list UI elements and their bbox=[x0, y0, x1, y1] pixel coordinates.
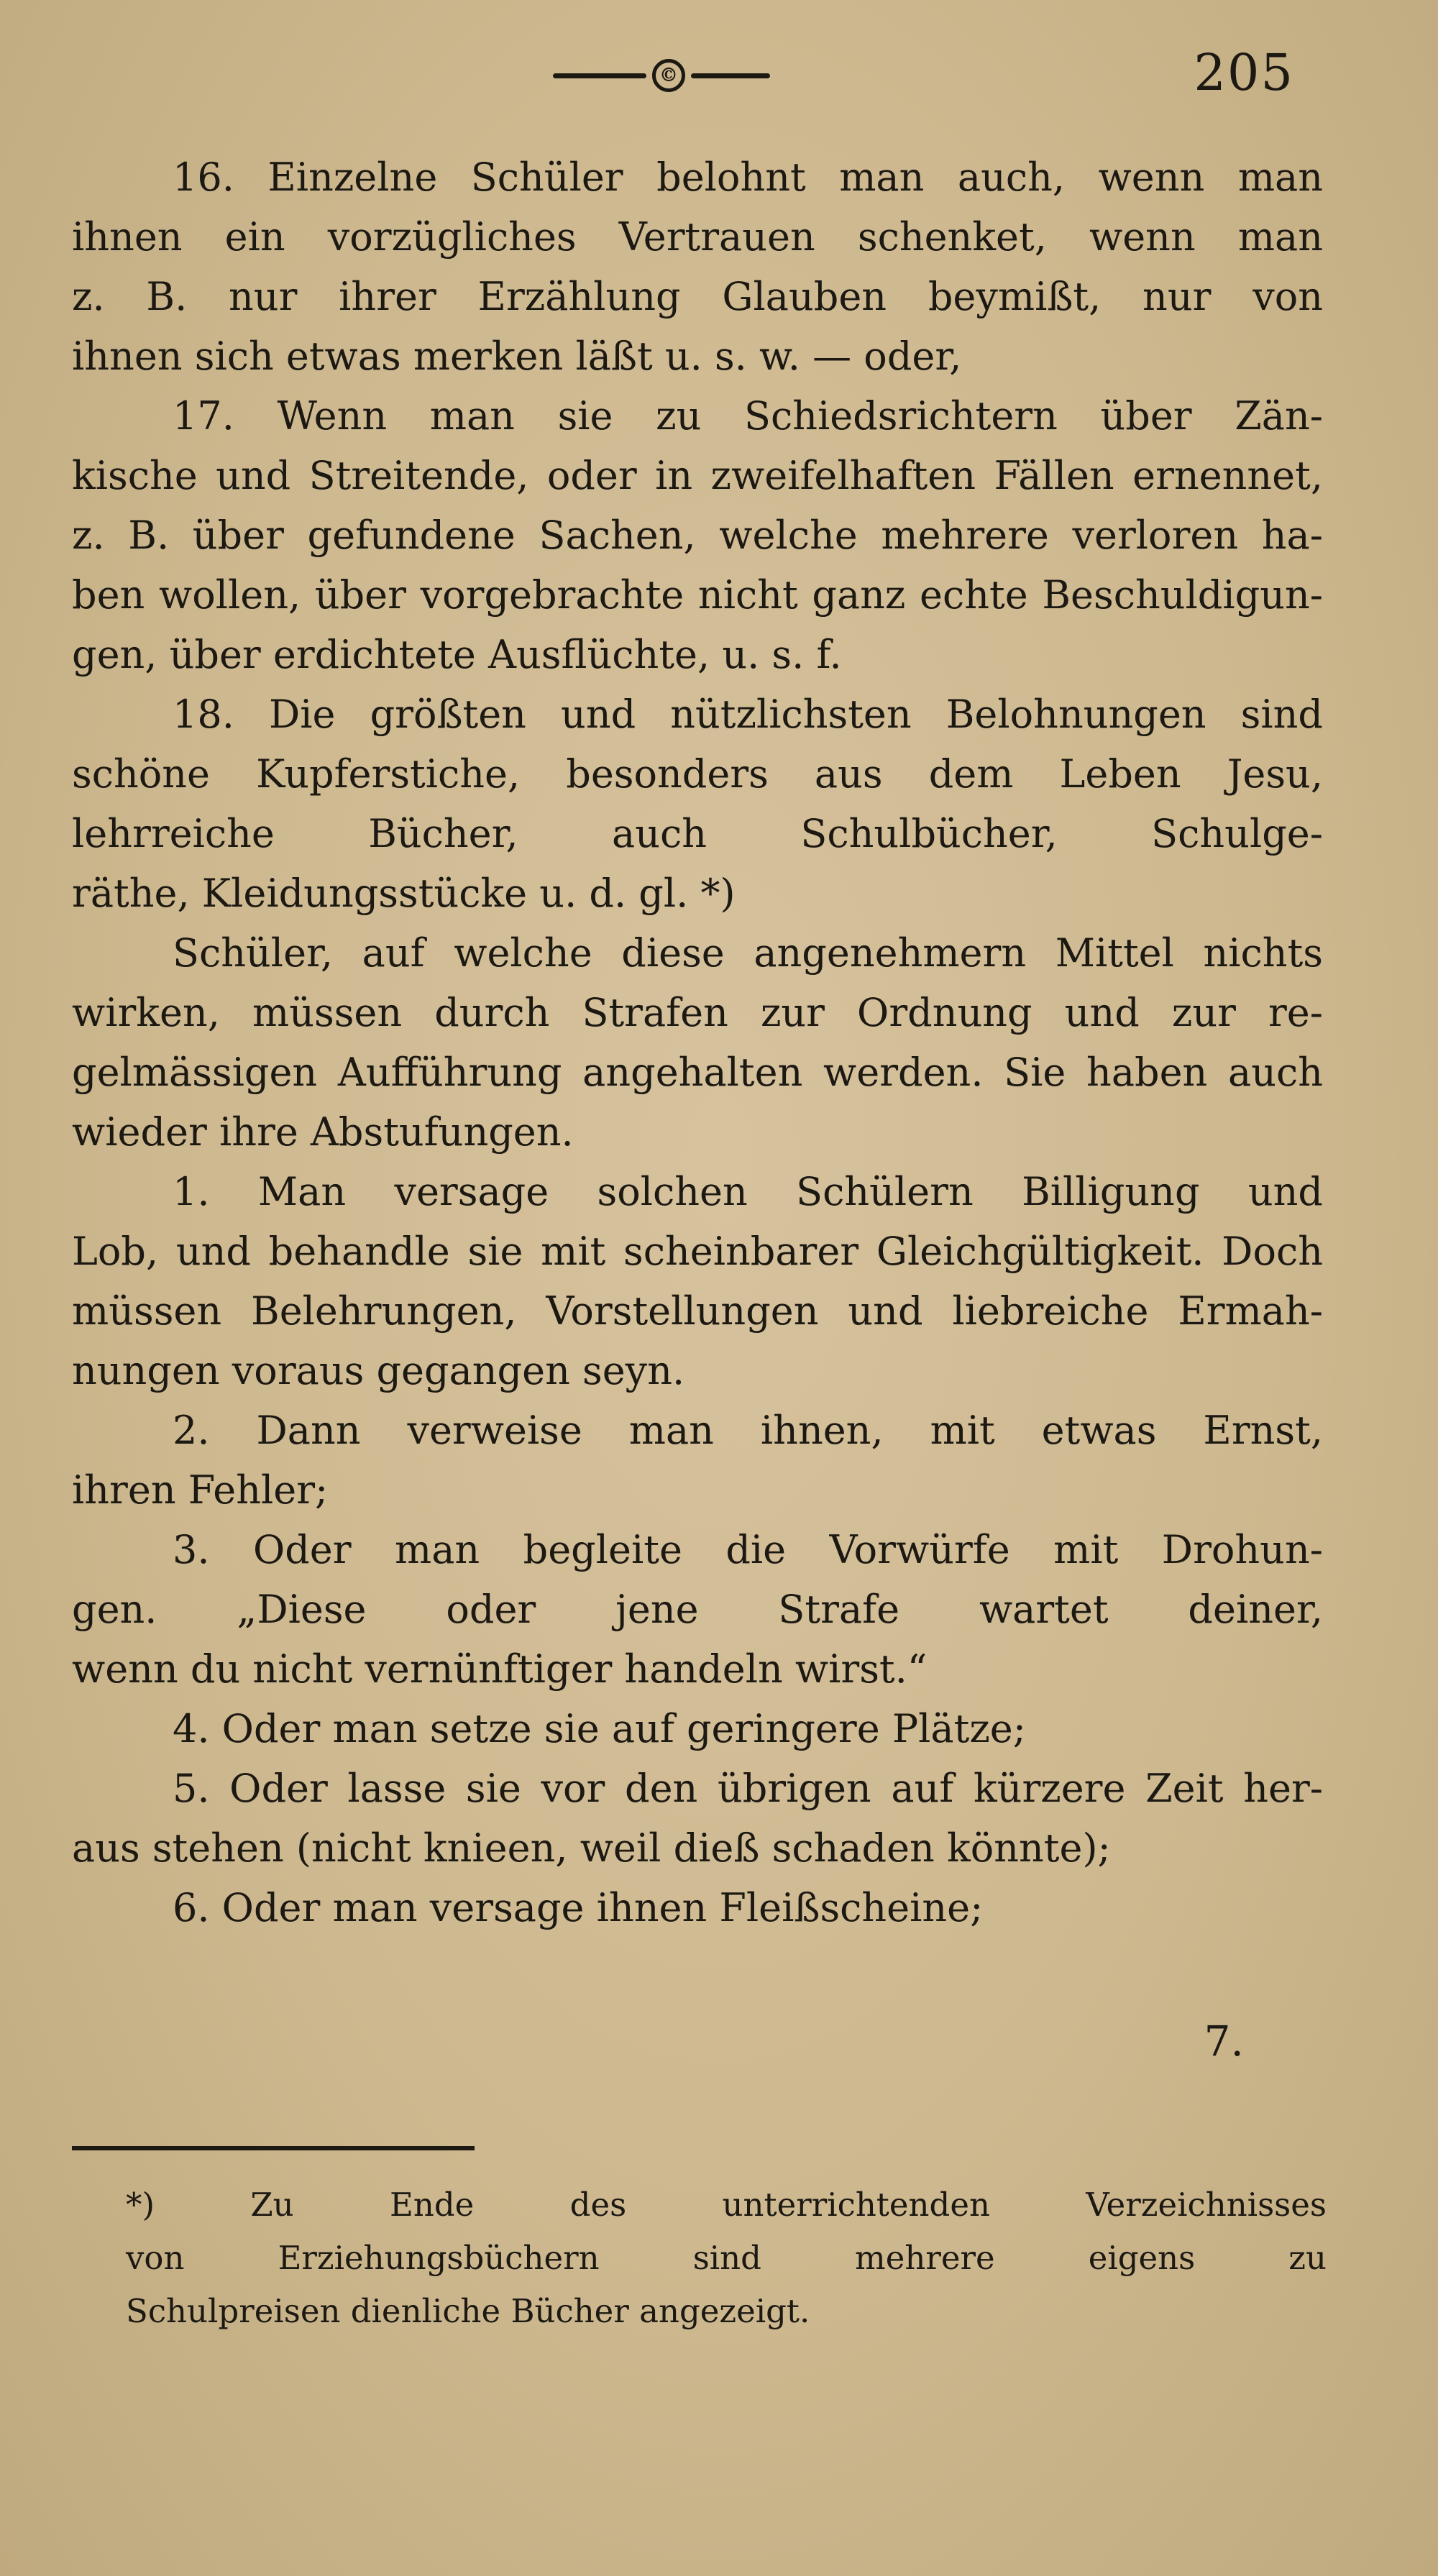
page-number: 205 bbox=[1194, 43, 1294, 102]
text-line: gen. „Diese oder jene Strafe wartet deiner, bbox=[72, 1587, 1323, 1632]
footnote bbox=[126, 2178, 1327, 2338]
text-line: kische und Streitende, oder in zweifelhaften Fällen ernennet, bbox=[72, 453, 1323, 498]
text-line: ben wollen, über vorgebrachte nicht ganz echte Beschuldigun- bbox=[72, 572, 1323, 618]
footnote-line: Schulpreisen dienliche Bücher angezeigt. bbox=[126, 2292, 810, 2330]
text-line: 2. Dann verweise man ihnen, mit etwas Ernst, bbox=[173, 1408, 1323, 1453]
ornament-rule-right bbox=[691, 73, 770, 78]
text-line: wirken, müssen durch Strafen zur Ordnung und zur re- bbox=[72, 990, 1323, 1035]
footnote-line: von Erziehungsbüchern sind mehrere eigens zu bbox=[126, 2239, 1327, 2277]
text-line: wieder ihre Abstufungen. bbox=[72, 1109, 574, 1155]
footnote-rule bbox=[72, 2146, 475, 2150]
text-line: 1. Man versage solchen Schülern Billigung und bbox=[173, 1169, 1323, 1214]
text-line: aus stehen (nicht knieen, weil dieß schaden könnte); bbox=[72, 1825, 1111, 1871]
text-line: schöne Kupferstiche, besonders aus dem Leben Jesu, bbox=[72, 751, 1323, 797]
text-line: 6. Oder man versage ihnen Fleißscheine; bbox=[173, 1885, 984, 1930]
page-header bbox=[0, 43, 1438, 108]
ornament-rule-left bbox=[553, 73, 646, 78]
text-line: z. B. über gefundene Sachen, welche mehrere verloren ha- bbox=[72, 513, 1323, 558]
text-line: wenn du nicht vernünftiger handeln wirst.“ bbox=[72, 1646, 928, 1692]
text-line: müssen Belehrungen, Vorstellungen und liebreiche Ermah- bbox=[72, 1288, 1323, 1334]
text-line: ihren Fehler; bbox=[72, 1467, 329, 1513]
body-text bbox=[72, 147, 1323, 1938]
ornament-circle-icon: © bbox=[652, 59, 685, 92]
text-line: 4. Oder man setze sie auf geringere Plätze; bbox=[173, 1706, 1026, 1751]
text-line: gelmässigen Aufführung angehalten werden. Sie haben auch bbox=[72, 1050, 1323, 1095]
text-line: nungen voraus gegangen seyn. bbox=[72, 1348, 685, 1393]
text-line: Schüler, auf welche diese angenehmern Mittel nichts bbox=[173, 930, 1323, 976]
text-line: ihnen ein vorzügliches Vertrauen schenket, wenn man bbox=[72, 214, 1323, 260]
footnote-line: *) Zu Ende des unterrichtenden Verzeichnisses bbox=[126, 2186, 1327, 2224]
text-line: z. B. nur ihrer Erzählung Glauben beymißt, nur von bbox=[72, 274, 1323, 319]
text-line: 17. Wenn man sie zu Schiedsrichtern über Zän- bbox=[173, 393, 1323, 439]
text-line: 16. Einzelne Schüler belohnt man auch, wenn man bbox=[173, 155, 1323, 200]
text-line: Lob, und behandle sie mit scheinbarer Gleichgültigkeit. Doch bbox=[72, 1229, 1323, 1274]
text-line: 3. Oder man begleite die Vorwürfe mit Drohun- bbox=[173, 1527, 1323, 1572]
text-line: 5. Oder lasse sie vor den übrigen auf kürzere Zeit her- bbox=[173, 1766, 1323, 1811]
text-line: 18. Die größten und nützlichsten Belohnungen sind bbox=[173, 692, 1323, 737]
header-ornament bbox=[532, 58, 791, 93]
text-line: gen, über erdichtete Ausflüchte, u. s. f. bbox=[72, 632, 842, 677]
text-line: lehrreiche Bücher, auch Schulbücher, Schulge- bbox=[72, 811, 1323, 856]
text-line: ihnen sich etwas merken läßt u. s. w. — oder, bbox=[72, 334, 962, 379]
catchword: 7. bbox=[1204, 2017, 1244, 2066]
text-line: räthe, Kleidungsstücke u. d. gl. *) bbox=[72, 871, 736, 916]
